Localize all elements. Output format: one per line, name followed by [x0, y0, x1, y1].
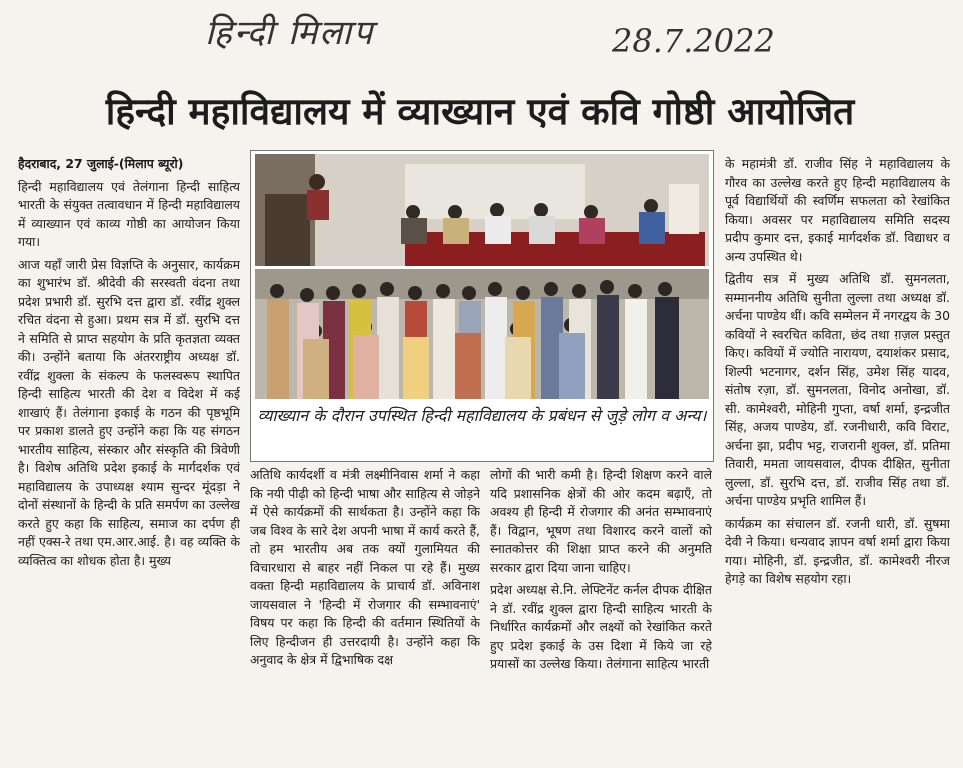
handwritten-paper-name: हिन्दी मिलाप	[205, 13, 375, 53]
article-column-1	[18, 155, 240, 763]
paragraph: प्रदेश अध्यक्ष से.नि. लेफ्टिनेंट कर्नल दीपक दीक्षित ने डॉ. रवींद्र शुक्ल द्वारा हिन्दी साहित्य भारती के निर्धारित कार्यक्रमों और लक्ष्यों को रेखांकित करते हुए प्रदेश इकाई के उस दिशा में किये जा रहे प्रयासों का उल्लेख किया। तेलंगाना साहित्य भारती	[490, 582, 712, 671]
article-column-4	[725, 155, 950, 763]
article-column-2	[250, 466, 480, 763]
photo-caption: व्याख्यान के दौरान उपस्थित हिन्दी महाविद्यालय के प्रबंधन से जुड़े लोग व अन्य।	[257, 406, 707, 425]
paragraph: के महामंत्री डॉ. राजीव सिंह ने महाविद्यालय के गौरव का उल्लेख करते हुए हिन्दी महाविद्यालय के पूर्व विद्यार्थियों की स्वर्णिम सफलता को रेखांकित किया। अवसर पर महाविद्यालय समिति सदस्य प्रदीप कुमार दत्त, इकाई मार्गदर्शक डॉ. विद्याधर व अन्य उपस्थित थे।	[725, 156, 950, 264]
paragraph: हिन्दी महाविद्यालय एवं तेलंगाना हिन्दी साहित्य भारती के संयुक्त तत्वावधान में हिन्दी महाविद्यालय में व्याख्यान एवं काव्य गोष्ठी का आयोजन किया गया।	[18, 178, 240, 249]
group-photo	[255, 269, 709, 399]
article-headline: हिन्दी महाविद्यालय में व्याख्यान एवं कवि गोष्ठी आयोजित	[105, 90, 855, 133]
photo-block	[250, 150, 714, 462]
handwritten-date: 28.7.2022	[612, 22, 775, 60]
stage-photo	[255, 154, 709, 266]
paragraph: कार्यक्रम का संचालन डॉ. रजनी धारी, डॉ. सुषमा देवी ने किया। धन्यवाद ज्ञापन वर्षा शर्मा द्वारा किया गया। मोहिनी, डॉ. इन्द्रजीत, डॉ. कामेश्वरी नीरज हेगड़े का विशेष सहयोग रहा।	[725, 515, 950, 586]
paragraph: आज यहाँ जारी प्रेस विज्ञप्ति के अनुसार, कार्यक्रम का शुभारंभ डॉ. श्रीदेवी की सरस्वती वंदना तथा प्रदेश प्रभारी डॉ. सुरभि दत्त द्वारा डॉ. रवींद्र शुक्ल रचित वंदना से हुआ। प्रथम सत्र में डॉ. सुरभि दत्त ने समिति से प्राप्त सहयोग के प्रति कृतज्ञता व्यक्त की। उन्होंने बताया कि अंतरराष्ट्रीय अध्यक्ष डॉ. रवींद्र शुक्ला के संकल्प के फलस्वरूप स्थापित हिन्दी साहित्य भारती की देश व विदेश में कई शाखाएं हैं। तेलंगाना इकाई के गठन की पृष्ठभूमि पर प्रकाश डालते हुए उन्होंने कहा कि यह संगठन भारतीय साहित्य, संस्कार और संस्कृति की त्रिवेणी है। विशेष अतिथि प्रदेश इकाई के मार्गदर्शक एवं महाविद्यालय के उपाध्यक्ष श्याम सुन्दर मूंदड़ा ने दोनों संस्थानों के हिन्दी के प्रति समर्पण का उल्लेख करते हुए कहा कि साहित्य, समाज का दर्पण ही नहीं एक्स-रे तथा एम.आर.आई. है। वह व्यक्ति के व्यक्तित्व का शोधक होता है। मुख्य	[18, 256, 240, 568]
paragraph: अतिथि कार्यदर्शी व मंत्री लक्ष्मीनिवास शर्मा ने कहा कि नयी पीढ़ी को हिन्दी भाषा और साहित्य से जोड़ने में ऐसे कार्यक्रमों की सार्थकता है। उन्होंने कहा कि जब विश्व के सारे देश अपनी भाषा में कार्य करते हैं, तो हम भारतीय अब तक क्यों गुलामियत की विचारधारा से बाहर नहीं निकल पा रहे हैं। मुख्य वक्ता हिन्दी महाविद्यालय के प्राचार्य डॉ. अविनाश जायसवाल ने 'हिन्दी में रोजगार की सम्भावनाएं' विषय पर कहा कि हिन्दी की वर्तमान स्थितियों के लिए हिन्दीजन ही उत्तरदायी है। उन्होंने कहा कि अनुवाद के क्षेत्र में द्विभाषिक दक्ष	[250, 467, 480, 667]
dateline: हैदराबाद, 27 जुलाई-(मिलाप ब्यूरो)	[18, 156, 184, 171]
article-column-3	[490, 466, 712, 763]
paragraph: लोगों की भारी कमी है। हिन्दी शिक्षण करने वाले यदि प्रशासनिक क्षेत्रों की ओर कदम बढ़ाएँ, तो अवश्य ही हिन्दी में रोजगार की अनंत सम्भावनाएं हैं। विद्वान, भूषण तथा विशारद करने वालों को स्नातकोत्तर की शिक्षा प्राप्त करने की अनुमति सरकार द्वारा दिया जाना चाहिए।	[490, 467, 712, 575]
paragraph: द्वितीय सत्र में मुख्य अतिथि डॉ. सुमनलता, सम्माननीय अतिथि सुनीता लुल्ला तथा अध्यक्ष डॉ. अर्चना पाण्डेय थीं। कवि सम्मेलन में नगरद्वय के 30 कवियों ने स्वरचित कविता, छंद तथा ग़ज़ल प्रस्तुत किए। कवियों में ज्योति नारायण, दयाशंकर प्रसाद, शिल्पी भटनागर, दर्शन सिंह, उमेश सिंह यादव, संतोष रज़ा, डॉ. सुमनलता, विनोद अनोखा, डॉ. सी. कामेश्वरी, मोहिनी गुप्ता, वर्षा शर्मा, इन्द्रजीत सिंह, अजय पाण्डेय, डॉ. रजनीधारी, कवि विराट, अर्चना झा, प्रदीप भट्ट, राजरानी शुक्ल, डॉ. प्रतिमा तिवारी, ममता जायसवाल, दीपक दीक्षित, सुनीता लुल्ला, डॉ. सुरभि दत्त, डॉ. राजीव सिंह तथा डॉ. अर्चना पाण्डेय प्रभृति शामिल हैं।	[725, 271, 950, 508]
